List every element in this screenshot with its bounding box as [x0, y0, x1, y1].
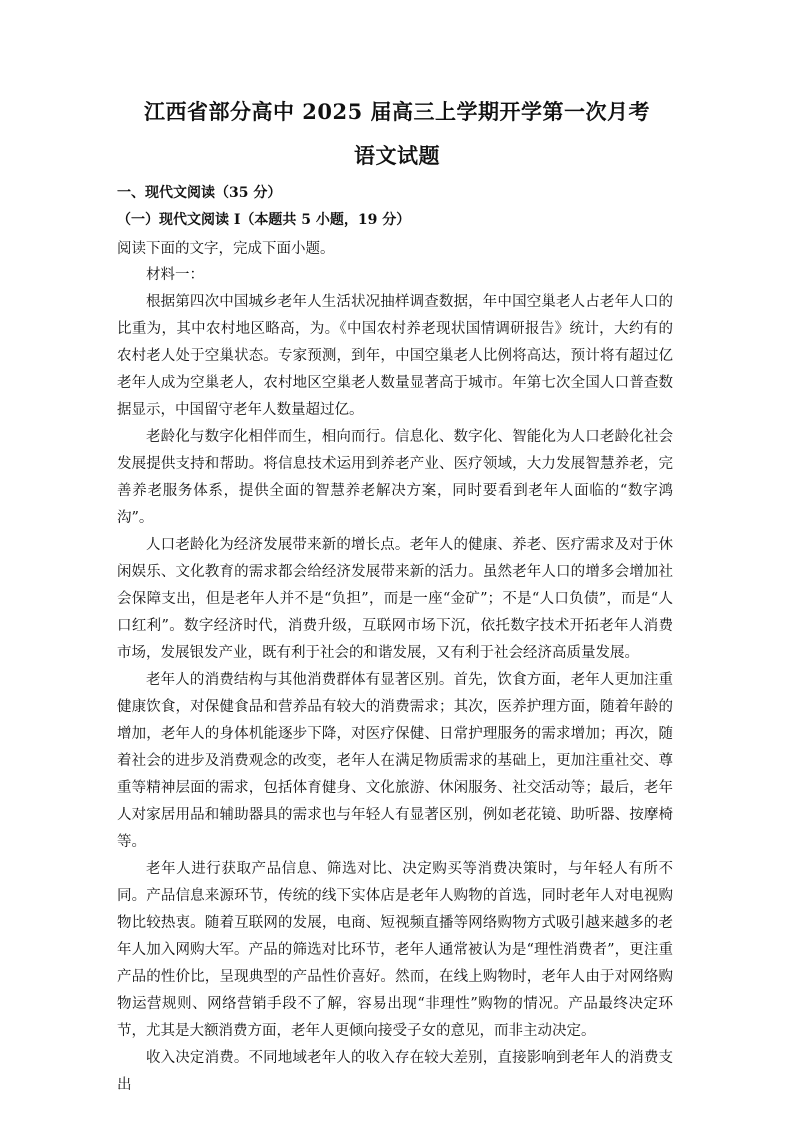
- paragraph: 人口老龄化为经济发展带来新的增长点。老年人的健康、养老、医疗需求及对于休闲娱乐、文化教育的需求都会给经济发展带来新的活力。虽然老年人口的增多会增加社会保障支出，但是老年人并不是“负担”，而是一座“金矿”；不是“人口负债”，而是“人口红利”。数字经济时代，消费升级，互联网市场下沉，依托数字技术开拓老年人消费市场，发展银发产业，既有利于社会的和谐发展，又有利于社会经济高质量发展。: [117, 537, 673, 661]
- reading-instruction: 阅读下面的文字，完成下面小题。: [117, 241, 335, 257]
- paragraph: 收入决定消费。不同地域老年人的收入存在较大差别，直接影响到老年人的消费支出: [117, 1050, 673, 1093]
- paragraph: 老年人进行获取产品信息、筛选对比、决定购买等消费决策时，与年轻人有所不同。产品信息来源环节，传统的线下实体店是老年人购物的首选，同时老年人对电视购物比较热衷。随着互联网的发展，电商、短视频直播等网络购物方式吸引越来越多的老年人加入网购大军。产品的筛选对比环节，老年人通常被认为是“理性消费者”，更注重产品的性价比，呈现典型的产品性价喜好。然而，在线上购物时，老年人由于对网络购物运营规则、网络营销手段不了解，容易出现“非理性”购物的情况。产品最终决定环节，尤其是大额消费方面，老年人更倾向接受子女的意见，而非主动决定。: [117, 861, 673, 1039]
- material-label: 材料一：: [146, 267, 204, 283]
- paragraph: 老年人的消费结构与其他消费群体有显著区别。首先，饮食方面，老年人更加注重健康饮食，对保健食品和营养品有较大的消费需求；其次，医养护理方面，随着年龄的增加，老年人的身体机能逐步下降，对医疗保健、日常护理服务的需求增加；再次，随着社会的进步及消费观念的改变，老年人在满足物质需求的基础上，更加注重社交、尊重等精神层面的需求，包括体育健身、文化旅游、休闲服务、社交活动等；最后，老年人对家居用品和辅助器具的需求也与年轻人有显著区别，例如老花镜、助听器、按摩椅等。: [117, 672, 673, 850]
- subsection-heading: （一）现代文阅读 I（本题共 5 小题，19 分）: [117, 212, 411, 228]
- paragraph: 老龄化与数字化相伴而生，相向而行。信息化、数字化、智能化为人口老龄化社会发展提供支持和帮助。将信息技术运用到养老产业、医疗领域，大力发展智慧养老，完善养老服务体系，提供全面的智慧养老解决方案，同时要看到老年人面临的“数字鸿沟”。: [117, 429, 673, 526]
- reading-passage: [117, 262, 673, 1099]
- section-heading: 一、现代文阅读（35 分）: [117, 185, 282, 201]
- document-subtitle: 语文试题: [354, 143, 440, 168]
- paragraph: 根据第四次中国城乡老年人生活状况抽样调查数据，年中国空巢老人占老年人口的比重为，其中农村地区略高，为。《中国农村养老现状国情调研报告》统计，大约有的农村老人处于空巢状态。专家预测，到年，中国空巢老人比例将高达，预计将有超过亿老年人成为空巢老人，农村地区空巢老人数量显著高于城市。年第七次全国人口普查数据显示，中国留守老年人数量超过亿。: [117, 294, 673, 418]
- document-title: 江西省部分高中 2025 届高三上学期开学第一次月考: [143, 99, 651, 124]
